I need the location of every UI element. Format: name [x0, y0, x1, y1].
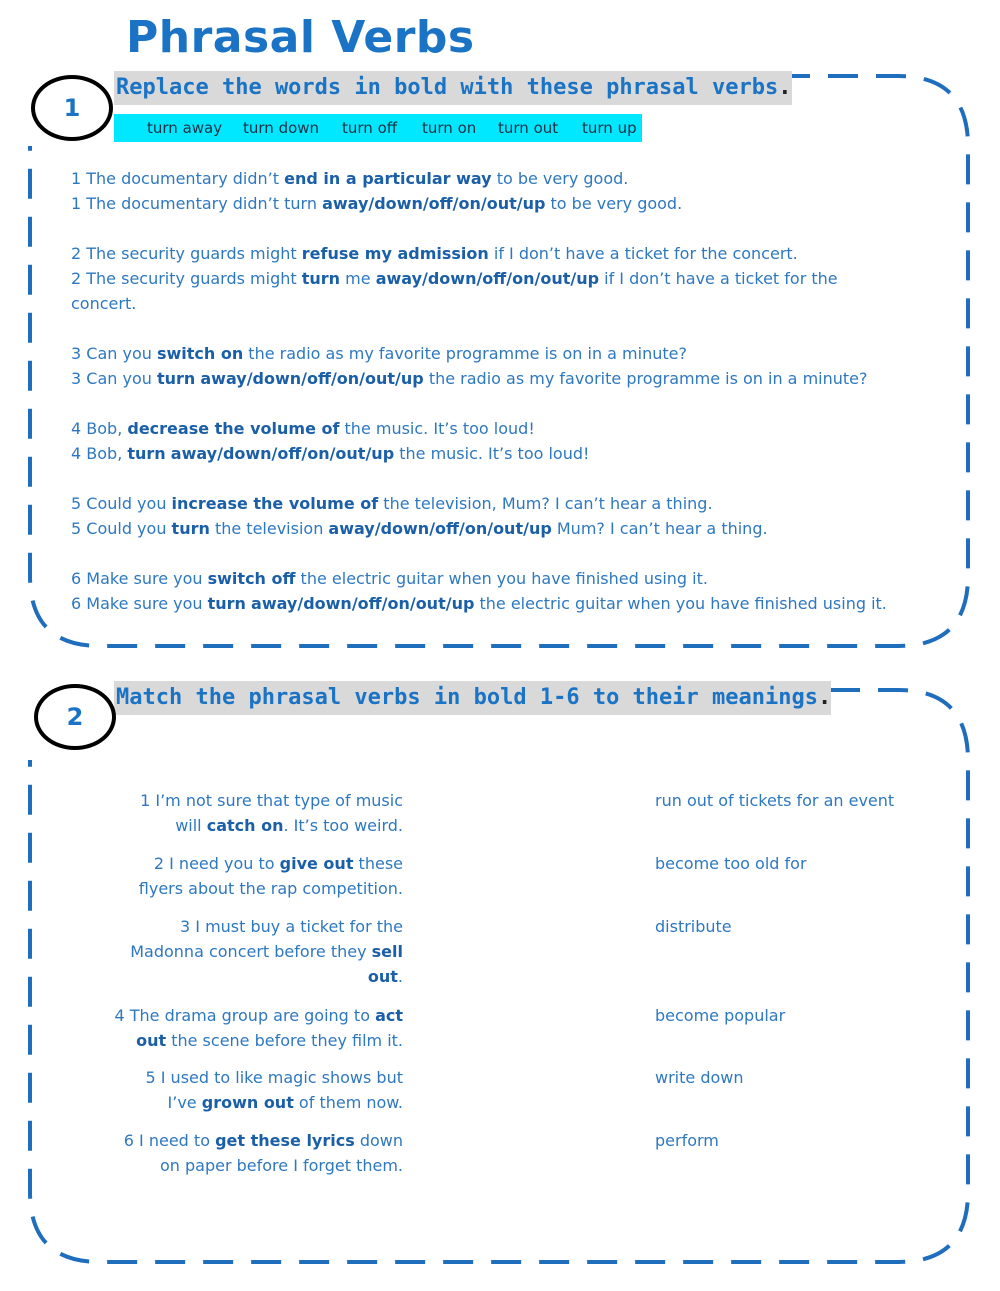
original-sentence: 1 The documentary didn’t end in a particular way to be very good. — [71, 169, 629, 188]
rewrite-sentence: 3 Can you turn away/down/off/on/out/up the radio as my favorite programme is on in a minute? — [71, 369, 868, 388]
phrasal-options[interactable]: away/down/off/on/out/up — [375, 269, 600, 288]
phrasal-options[interactable]: away/down/off/on/out/up — [170, 444, 395, 463]
original-sentence: 3 Can you switch on the radio as my favorite programme is on in a minute? — [71, 344, 687, 363]
section2-instruction-text: Match the phrasal verbs in bold 1-6 to their meanings — [116, 685, 818, 710]
match-right-item[interactable]: write down — [655, 1068, 744, 1087]
word-bank-item: turn out — [498, 119, 559, 137]
rewrite-sentence: 2 The security guards might turn me away/down/off/on/out/up if I don’t have a ticket for the — [71, 269, 838, 288]
page-title: Phrasal Verbs — [126, 12, 475, 63]
word-bank-item: turn down — [243, 119, 320, 137]
word-bank-item: turn away — [147, 119, 223, 137]
rewrite-sentence-continued: concert. — [71, 294, 137, 313]
original-sentence: 5 Could you increase the volume of the television, Mum? I can’t hear a thing. — [71, 494, 713, 513]
phrasal-options[interactable]: away/down/off/on/out/up — [251, 594, 475, 613]
word-bank-item: turn off — [342, 119, 398, 137]
original-sentence: 2 The security guards might refuse my admission if I don’t have a ticket for the concert. — [71, 244, 798, 263]
match-left-item[interactable]: 4 The drama group are going to act out the scene before they film it. — [114, 1006, 403, 1050]
phrasal-options[interactable]: away/down/off/on/out/up — [322, 194, 546, 213]
section2-number-badge: 2 — [34, 684, 116, 750]
word-bank-item: turn on — [422, 119, 477, 137]
section1-instruction-text: Replace the words in bold with these phrasal verbs — [116, 75, 779, 100]
match-left-item[interactable]: 6 I need to get these lyrics down on paper before I forget them. — [123, 1131, 403, 1175]
section1-instruction-period: . — [778, 75, 792, 100]
match-left-item[interactable]: 3 I must buy a ticket for the Madonna concert before they sell out. — [130, 917, 403, 986]
match-right-item[interactable]: perform — [655, 1131, 719, 1150]
original-sentence: 6 Make sure you switch off the electric guitar when you have finished using it. — [71, 569, 708, 588]
original-sentence: 4 Bob, decrease the volume of the music. It’s too loud! — [71, 419, 535, 438]
match-right-item[interactable]: become popular — [655, 1006, 786, 1025]
match-left-item[interactable]: 1 I’m not sure that type of music will catch on. It’s too weird. — [140, 791, 403, 835]
word-bank — [114, 114, 642, 142]
word-bank-item: turn up — [582, 119, 637, 137]
match-left-item[interactable]: 2 I need you to give out these flyers about the rap competition. — [138, 854, 403, 898]
section2-instruction — [114, 681, 831, 715]
rewrite-sentence: 5 Could you turn the television away/down/off/on/out/up Mum? I can’t hear a thing. — [71, 519, 768, 538]
rewrite-sentence: 1 The documentary didn’t turn away/down/off/on/out/up to be very good. — [71, 194, 683, 213]
section2-instruction-period: . — [818, 685, 832, 710]
section1-instruction — [114, 71, 792, 105]
rewrite-sentence: 6 Make sure you turn away/down/off/on/out/up the electric guitar when you have finished using it. — [71, 594, 887, 613]
phrasal-options[interactable]: away/down/off/on/out/up — [200, 369, 424, 388]
section1-number-badge: 1 — [31, 75, 113, 141]
phrasal-options[interactable]: away/down/off/on/out/up — [328, 519, 552, 538]
match-right-item[interactable]: distribute — [655, 917, 732, 936]
match-right-item[interactable]: become too old for — [655, 854, 807, 873]
match-left-item[interactable]: 5 I used to like magic shows but I’ve grown out of them now. — [145, 1068, 403, 1112]
rewrite-sentence: 4 Bob, turn away/down/off/on/out/up the music. It’s too loud! — [71, 444, 590, 463]
match-right-item[interactable]: run out of tickets for an event — [655, 791, 895, 810]
